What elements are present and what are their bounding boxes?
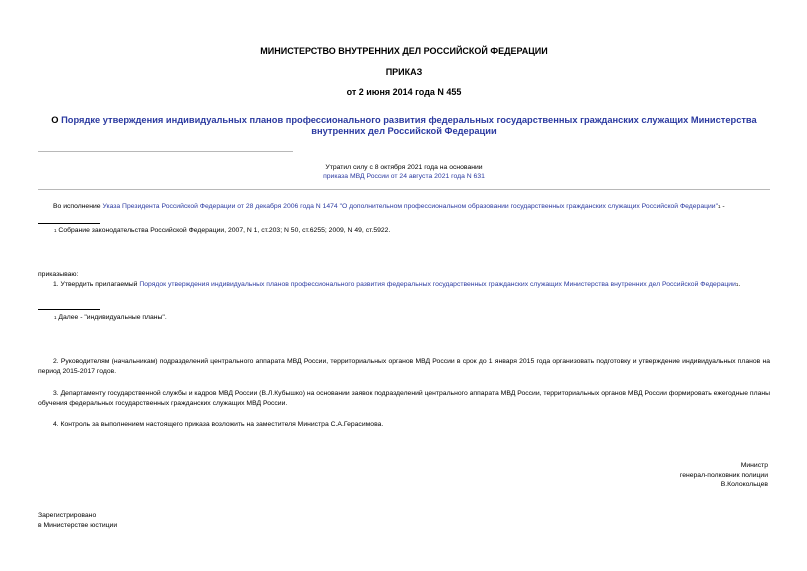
footnote-divider-2	[38, 309, 100, 310]
signature-rank: генерал-полковник полиции	[679, 471, 768, 479]
decree-link[interactable]: Указа Президента Российской Федерации от 28 декабря 2006 года N 1474 "О дополнительном профессиональном образовании государственных гражданских служащих Российской Федерации"	[102, 203, 718, 210]
registration-line-2: в Министерстве юстиции	[38, 521, 118, 529]
date-number-heading: от 2 июня 2014 года N 455	[346, 87, 462, 97]
footnote-2-mark: 1	[54, 315, 57, 320]
status-note	[38, 164, 770, 181]
doc-type-heading: ПРИКАЗ	[385, 67, 423, 77]
signature-position: Министр	[740, 462, 768, 469]
item-2-paragraph: 2. Руководителям (начальникам) подразделений центрального аппарата МВД России, территориальных органов МВД России в срок до 1 января 2015 года организовать подготовку и утверждение индивидуальных планов на период 2015-2017 годов.	[38, 358, 770, 375]
footnote-divider-1	[38, 223, 100, 224]
item-4-paragraph: 4. Контроль за выполнением настоящего приказа возложить на заместителя Министра С.А.Герасимова.	[53, 421, 384, 428]
preamble-suffix: -	[720, 203, 725, 210]
footnote-2	[54, 313, 770, 323]
status-link[interactable]: приказа МВД России от 24 августа 2021 года N 631	[323, 172, 485, 180]
preamble-prefix: Во исполнение	[53, 203, 103, 210]
title-link[interactable]: Порядке утверждения индивидуальных планов профессионального развития федеральных государственных гражданских служащих Министерства внутренних дел Российской Федерации	[61, 115, 757, 136]
footnote-1	[54, 226, 770, 236]
order-word: приказываю:	[38, 271, 79, 278]
registration-block	[38, 511, 338, 530]
item-3-paragraph: 3. Департаменту государственной службы и кадров МВД России (В.Л.Кубышко) на основании заявок подразделений центрального аппарата МВД России, территориальных органов МВД России формировать ежегодные планы обучения федеральных государственных гражданских служащих МВД России.	[38, 390, 770, 407]
title-prefix: О	[51, 115, 62, 125]
preamble-paragraph	[38, 202, 770, 212]
status-divider	[38, 189, 770, 190]
procedure-link[interactable]: Порядок утверждения индивидуальных планов профессионального развития федеральных государственных гражданских служащих Министерства внутренних дел Российской Федерации	[139, 281, 736, 288]
item-1-prefix: 1. Утвердить прилагаемый	[53, 281, 140, 288]
item-1-suffix: .	[738, 281, 741, 288]
document-title	[38, 115, 770, 137]
status-line: Утратил силу с 8 октября 2021 года на основании	[325, 164, 483, 171]
title-divider	[38, 151, 293, 152]
footnote-1-text: Собрание законодательства Российской Федерации, 2007, N 1, ст.203; N 50, ст.6255; 2009, N 49, ст.5922.	[58, 227, 391, 234]
item-1-paragraph	[38, 280, 770, 290]
registration-line-1: Зарегистрировано	[38, 512, 97, 519]
ministry-heading: МИНИСТЕРСТВО ВНУТРЕННИХ ДЕЛ РОССИЙСКОЙ ФЕДЕРАЦИИ	[260, 46, 548, 56]
footnote-ref-1[interactable]: 1	[718, 204, 721, 209]
signature-block	[520, 461, 768, 490]
footnote-ref-2[interactable]: 1	[735, 282, 739, 287]
footnote-1-mark: 1	[54, 228, 57, 233]
footnote-2-text: Далее - "индивидуальные планы".	[58, 314, 167, 321]
signature-name: В.Колокольцев	[720, 481, 768, 488]
